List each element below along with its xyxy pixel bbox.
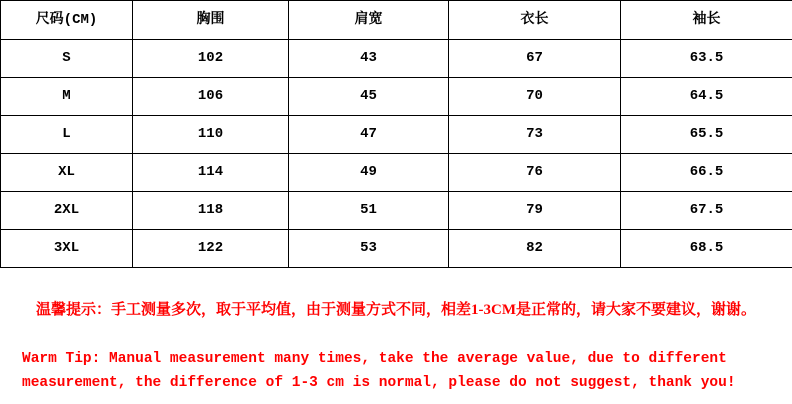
column-header-shoulder: 肩宽	[289, 1, 449, 40]
notes-section	[0, 298, 792, 395]
table-row	[1, 154, 792, 192]
table-row	[1, 116, 792, 154]
table-row	[1, 78, 792, 116]
cell-length: 82	[449, 230, 621, 268]
cell-bust: 122	[133, 230, 289, 268]
cell-shoulder: 47	[289, 116, 449, 154]
cell-shoulder: 51	[289, 192, 449, 230]
table-row	[1, 192, 792, 230]
column-header-sleeve: 袖长	[621, 1, 792, 40]
column-header-size: 尺码(CM)	[1, 1, 133, 40]
cell-sleeve: 63.5	[621, 40, 792, 78]
cell-bust: 110	[133, 116, 289, 154]
cell-sleeve: 66.5	[621, 154, 792, 192]
cell-sleeve: 64.5	[621, 78, 792, 116]
cell-shoulder: 49	[289, 154, 449, 192]
cell-size: XL	[1, 154, 133, 192]
column-header-length: 衣长	[449, 1, 621, 40]
cell-size: 3XL	[1, 230, 133, 268]
table-row	[1, 40, 792, 78]
cell-shoulder: 53	[289, 230, 449, 268]
table-row	[1, 230, 792, 268]
cell-sleeve: 65.5	[621, 116, 792, 154]
cell-size: L	[1, 116, 133, 154]
cell-length: 73	[449, 116, 621, 154]
table-header	[1, 1, 792, 40]
cell-sleeve: 68.5	[621, 230, 792, 268]
cell-bust: 118	[133, 192, 289, 230]
cell-length: 76	[449, 154, 621, 192]
table-body	[1, 40, 792, 268]
cell-bust: 114	[133, 154, 289, 192]
warm-tip-english-line-1: Warm Tip: Manual measurement many times, take the average value, due to different	[22, 351, 727, 367]
cell-bust: 106	[133, 78, 289, 116]
cell-size: 2XL	[1, 192, 133, 230]
warm-tip-english-line-2: measurement, the difference of 1-3 cm is normal, please do not suggest, thank you!	[22, 375, 736, 391]
table-header-row	[1, 1, 792, 40]
cell-shoulder: 45	[289, 78, 449, 116]
warm-tip-english	[0, 347, 792, 395]
column-header-bust: 胸围	[133, 1, 289, 40]
cell-sleeve: 67.5	[621, 192, 792, 230]
cell-length: 67	[449, 40, 621, 78]
warm-tip-chinese: 温馨提示：手工测量多次，取于平均值，由于测量方式不同，相差1-3CM是正常的，请大家不要建议，谢谢。	[36, 302, 756, 318]
cell-size: S	[1, 40, 133, 78]
cell-length: 70	[449, 78, 621, 116]
cell-bust: 102	[133, 40, 289, 78]
cell-shoulder: 43	[289, 40, 449, 78]
cell-size: M	[1, 78, 133, 116]
cell-length: 79	[449, 192, 621, 230]
